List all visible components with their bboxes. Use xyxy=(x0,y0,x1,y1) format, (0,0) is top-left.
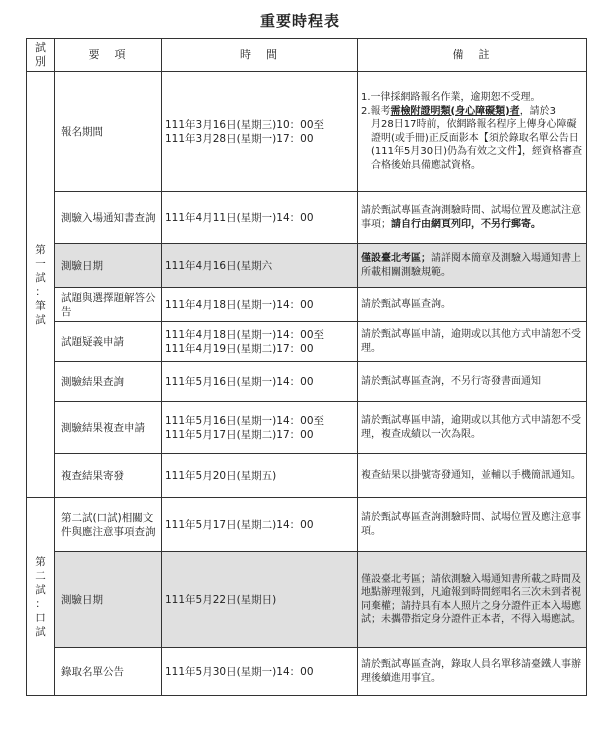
note-cell: 請於甄試專區查詢，錄取人員名單移請臺鐵人事辦理後續進用事宜。 xyxy=(358,648,587,696)
time-cell xyxy=(162,72,358,192)
note-cell: 請於甄試專區查詢，不另行寄發書面通知 xyxy=(358,362,587,402)
category-char: 二 xyxy=(35,569,46,582)
note-cell: 請於甄試專區申請，逾期或以其他方式申請恕不受理，複查成績以一次為限。 xyxy=(358,402,587,454)
table-row xyxy=(27,322,587,362)
item-cell: 測驗日期 xyxy=(55,244,162,288)
note-text: 請於甄試專區查詢測驗時間、試場位置及應試注意事項； xyxy=(361,205,581,230)
item-cell: 測驗日期 xyxy=(55,552,162,648)
time-line: 111年3月16日(星期三)10：00至 xyxy=(165,118,324,131)
page-title: 重要時程表 xyxy=(259,12,340,30)
category-char: 一 xyxy=(35,257,46,270)
time-line: 111年5月20日(星期五) xyxy=(165,469,277,482)
note-line xyxy=(361,105,583,119)
time-line: 111年4月11日(星期一)14：00 xyxy=(165,211,314,224)
note-text: 請詳閱本簡章及測驗入場通知書上所載相關測驗規範。 xyxy=(361,253,581,278)
time-line: 111年3月28日(星期一)17：00 xyxy=(165,132,314,145)
header-time: 時 間 xyxy=(162,39,358,72)
item-cell: 測驗結果查詢 xyxy=(55,362,162,402)
note-cell xyxy=(358,244,587,288)
time-cell xyxy=(162,322,358,362)
time-cell xyxy=(162,498,358,552)
table-row xyxy=(27,288,587,322)
category-char: ： xyxy=(35,597,46,610)
category-char: ： xyxy=(35,285,46,298)
note-bold-text: 僅設臺北考區； xyxy=(361,253,431,264)
header-note: 備 註 xyxy=(358,39,587,72)
time-line: 111年5月17日(星期二)17：00 xyxy=(165,428,314,441)
category-char: 口 xyxy=(35,611,46,624)
time-line: 111年5月30日(星期一)14：00 xyxy=(165,665,314,678)
note-cell: 複查結果以掛號寄發通知，並輔以手機簡訊通知。 xyxy=(358,454,587,498)
table-row xyxy=(27,72,587,192)
item-cell: 測驗入場通知書查詢 xyxy=(55,192,162,244)
time-line: 111年5月16日(星期一)14：00 xyxy=(165,375,314,388)
time-line: 111年4月18日(星期一)14：00至 xyxy=(165,328,324,341)
note-line: 1.一律採網路報名作業，逾期恕不受理。 xyxy=(361,92,541,103)
time-cell xyxy=(162,648,358,696)
category-char: 試 xyxy=(35,313,46,326)
header-item: 要 項 xyxy=(55,39,162,72)
schedule-table xyxy=(26,38,587,696)
note-line: 月28日17時前，依網路報名程序上傳身心障礙證明(或手冊)正反面影本【須於錄取名單公告日(111年5月30日)仍為有效之文件】，經資格審查合格後始具備應試資格。 xyxy=(371,119,582,171)
table-row xyxy=(27,244,587,288)
note-text: 2.報考 xyxy=(361,105,391,117)
category-char: 第 xyxy=(35,243,46,256)
time-line: 111年5月22日(星期日) xyxy=(165,593,277,606)
note-bold-text: 請自行由網頁列印，不另行郵寄。 xyxy=(391,218,541,230)
item-cell: 第二試(口試)相關文件與應注意事項查詢 xyxy=(55,498,162,552)
time-line: 111年5月17日(星期二)14：00 xyxy=(165,518,314,531)
item-cell: 錄取名單公告 xyxy=(55,648,162,696)
table-row xyxy=(27,648,587,696)
item-cell: 試題疑義申請 xyxy=(55,322,162,362)
item-cell: 測驗結果複查申請 xyxy=(55,402,162,454)
header-row xyxy=(27,39,587,72)
category-written-exam xyxy=(27,72,55,498)
table-row xyxy=(27,552,587,648)
header-category: 試別 xyxy=(27,39,55,72)
time-line: 111年4月16日(星期六 xyxy=(165,259,273,272)
category-char: 試 xyxy=(35,583,46,596)
item-cell: 試題與選擇題解答公告 xyxy=(55,288,162,322)
time-cell xyxy=(162,244,358,288)
time-cell xyxy=(162,362,358,402)
table-row xyxy=(27,454,587,498)
category-char: 試 xyxy=(35,625,46,638)
table-row xyxy=(27,192,587,244)
table-row xyxy=(27,498,587,552)
time-line: 111年4月18日(星期一)14：00 xyxy=(165,298,314,311)
item-cell: 複查結果寄發 xyxy=(55,454,162,498)
time-cell xyxy=(162,402,358,454)
note-text: ，請於3 xyxy=(519,105,557,117)
note-cell: 請於甄試專區申請，逾期或以其他方式申請恕不受理。 xyxy=(358,322,587,362)
time-cell xyxy=(162,454,358,498)
time-line: 111年5月16日(星期一)14：00至 xyxy=(165,414,324,427)
table-row xyxy=(27,362,587,402)
item-cell: 報名期間 xyxy=(55,72,162,192)
note-cell xyxy=(358,192,587,244)
note-cell xyxy=(358,72,587,192)
time-line: 111年4月19日(星期二)17：00 xyxy=(165,342,314,355)
note-cell: 僅設臺北考區；請依測驗入場通知書所載之時間及地點辦理報到，凡逾報到時間經唱名三次未到者視同棄權；請持具有本人照片之身分證件正本入場應試；未攜帶指定身分證件正本者，不得入場應試。 xyxy=(358,552,587,648)
note-underlined-text: 需檢附證明類(身心障礙類)者 xyxy=(390,105,520,117)
note-cell: 請於甄試專區查詢測驗時間、試場位置及應注意事項。 xyxy=(358,498,587,552)
time-cell xyxy=(162,288,358,322)
category-oral-exam xyxy=(27,498,55,696)
category-char: 第 xyxy=(35,555,46,568)
table-row xyxy=(27,402,587,454)
note-cell: 請於甄試專區查詢。 xyxy=(358,288,587,322)
time-cell xyxy=(162,192,358,244)
category-char: 筆 xyxy=(35,299,46,312)
time-cell xyxy=(162,552,358,648)
category-char: 試 xyxy=(35,271,46,284)
